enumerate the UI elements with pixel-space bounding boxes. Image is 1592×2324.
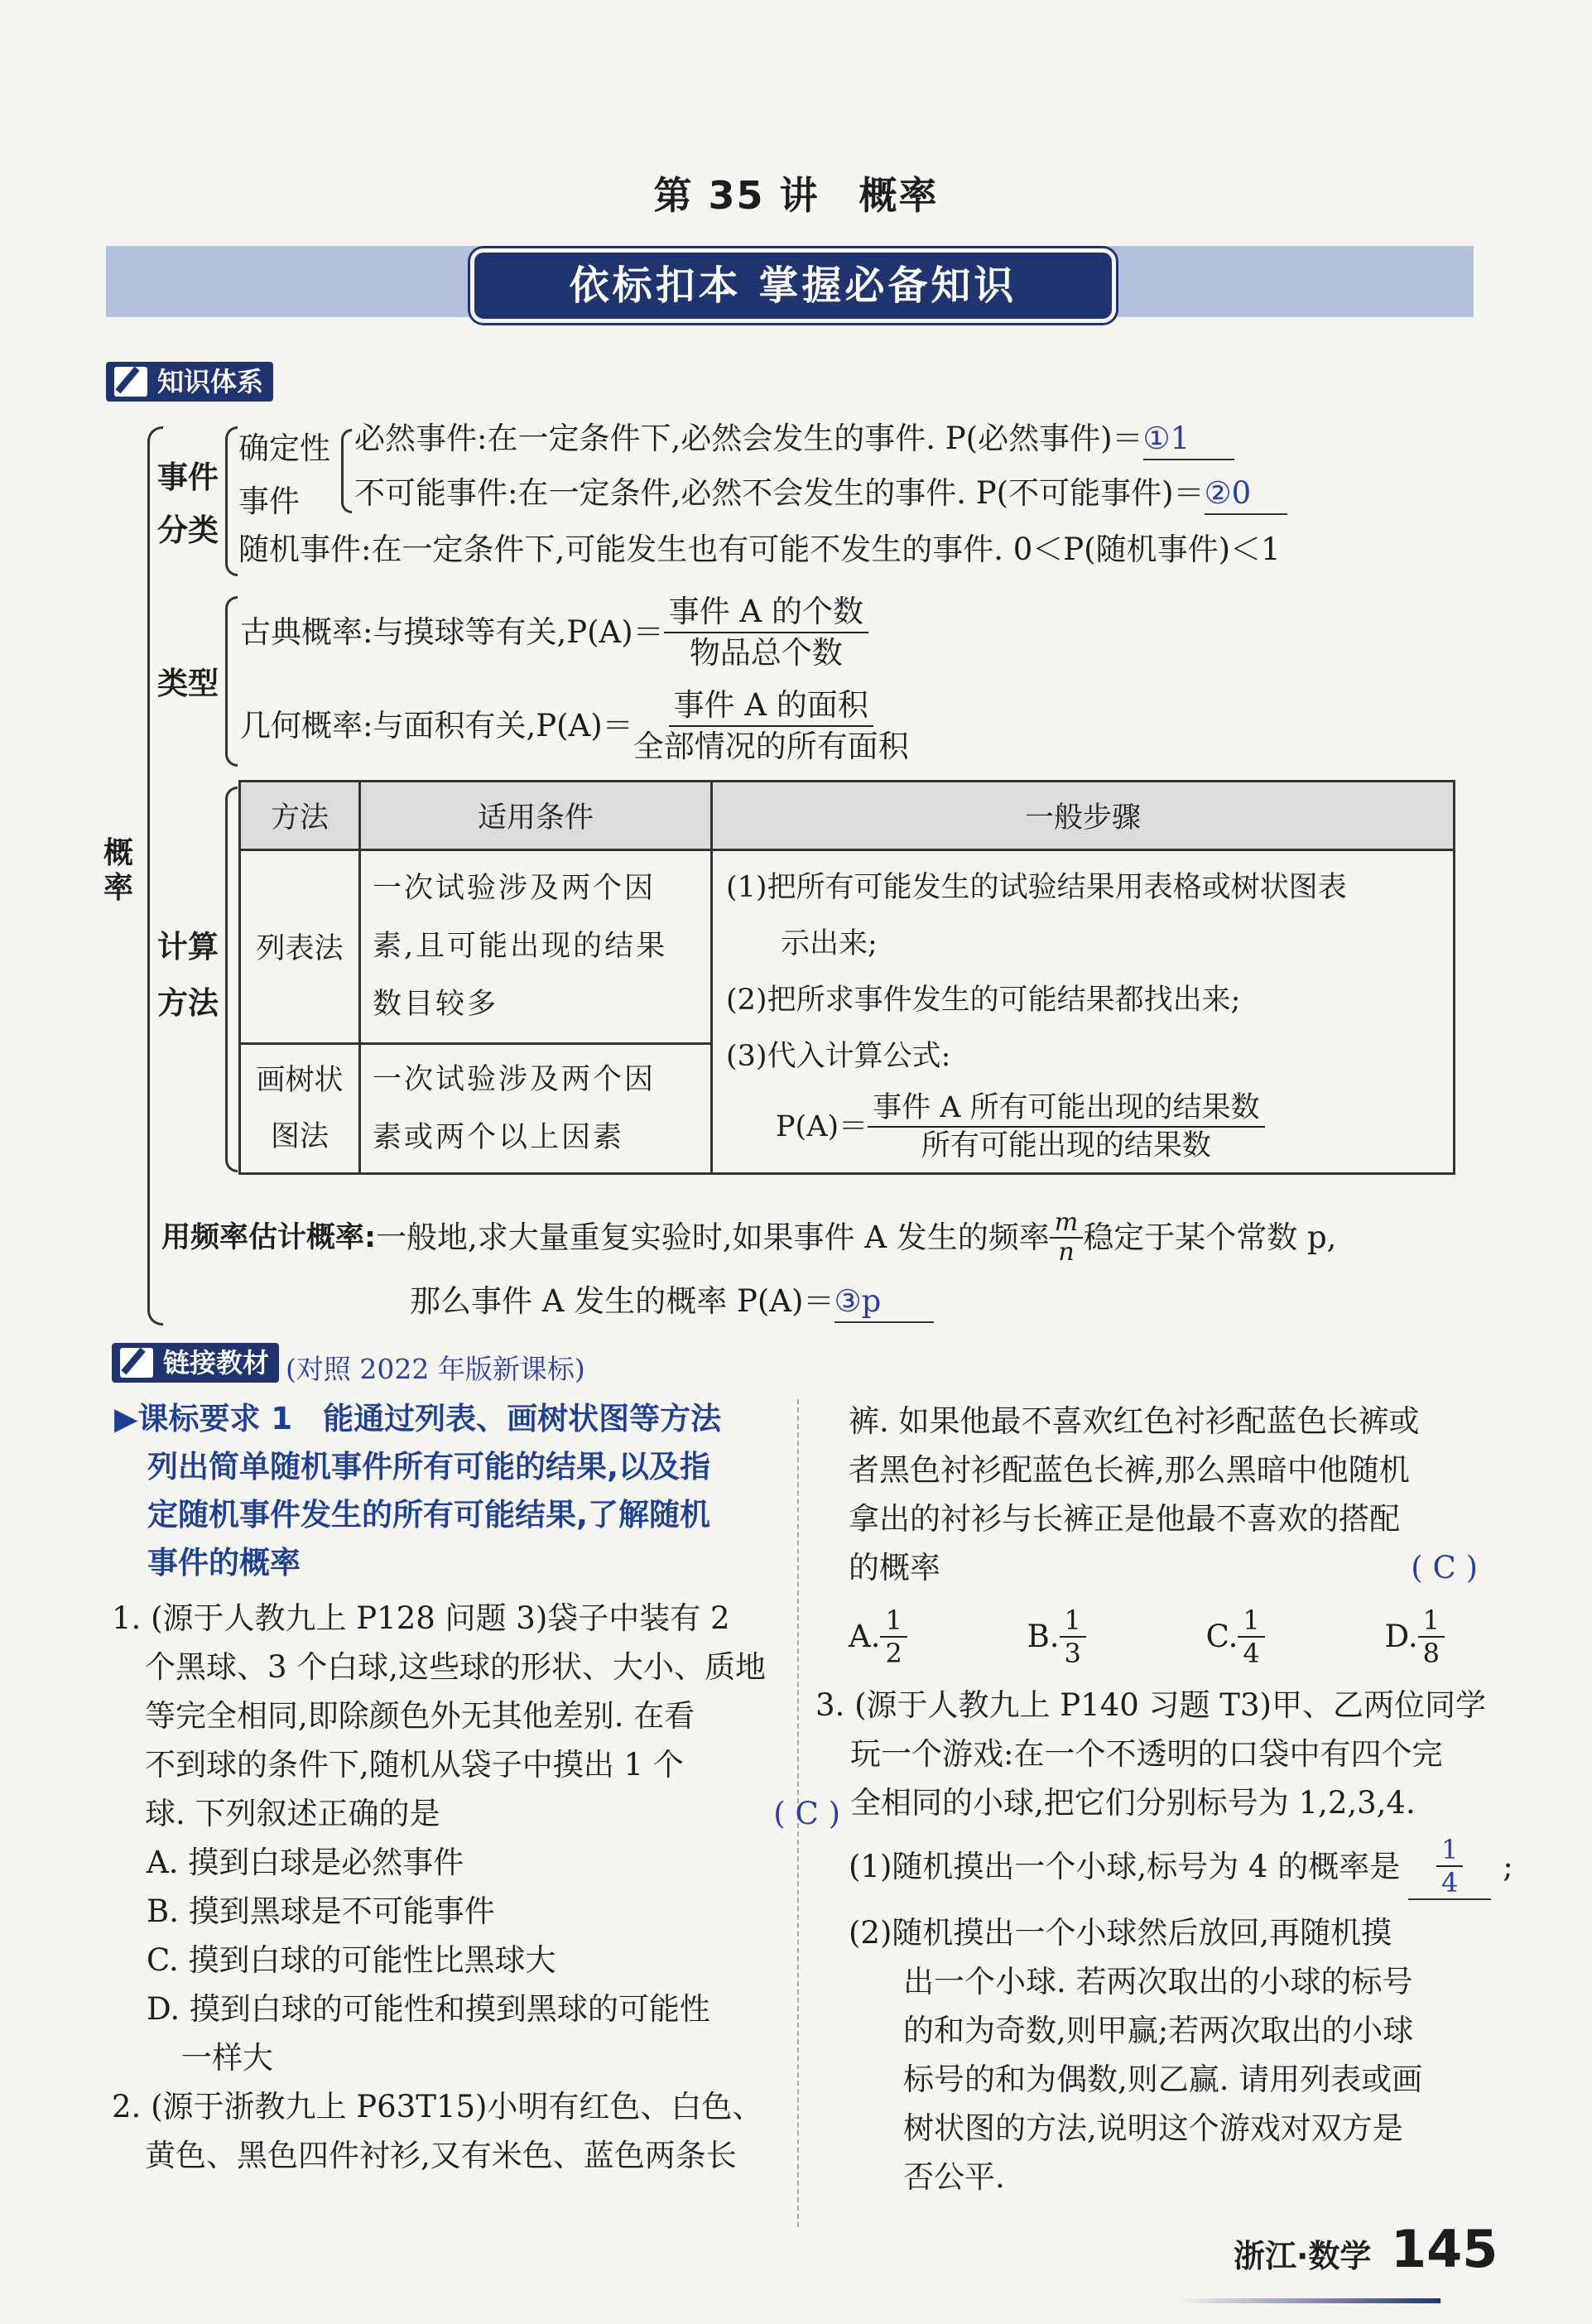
answer-2: ②0 [1205,474,1287,515]
random-event: 随机事件:在一定条件下,可能发生也有可能不发生的事件. 0＜P(随机事件)＜1 [238,532,1281,567]
knowledge-tag: 知识体系 [106,362,273,402]
header-steps: 一般步骤 [712,782,1455,850]
standard-note: (对照 2022 年版新课标) [286,1353,585,1385]
answer-3: ③p [834,1282,934,1323]
page-number: 145 [1391,2219,1498,2279]
requirement: ▶课标要求 1 能通过列表、画树状图等方法 列出简单随机事件所有可能的结果,以及指 定随机事件发生的所有可能结果,了解随机 事件的概率 [114,1401,722,1581]
event-label: 事件 分类 [157,460,219,548]
freq-conclusion: 那么事件 A 发生的概率 P(A)＝③p [410,1282,934,1323]
answer-1: ①1 [1143,419,1234,460]
question-2-cont: 裤. 如果他最不喜欢红色衬衫配蓝色长裤或 者黑色衬衫配蓝色长裤,那么黑暗中他随机 拿出的衬衫与长裤正是他最不喜欢的搭配 的概率 ( C ) [849,1397,1478,1592]
question-3: 3. (源于人教九上 P140 习题 T3)甲、乙两位同学 玩一个游戏:在一个不透明的口袋中有四个完 全相同的小球,把它们分别标号为 1,2,3,4. [815,1687,1486,1821]
link-tag: 链接教材 [112,1343,279,1383]
q1-option-a: A. 摸到白球是必然事件 [147,1845,464,1880]
q2-option-c: C. $\frac{1}{4}$ [1206,1605,1265,1669]
method-tree: 画树状 图法 [240,1043,360,1173]
determinate-bracket [341,429,352,513]
q3-part1: (1)随机摸出一个小球,标号为 4 的概率是 $\frac{1}{4}$ ; [849,1834,1513,1898]
header-condition: 适用条件 [360,782,712,850]
main-bracket [147,426,163,1326]
calc-label: 计算 方法 [157,929,219,1021]
freq-estimate: 用频率估计概率: 一般地,求大量重复实验时,如果事件 A 发生的频率 $\frac{m}{n}$ 稳定于某个常数 p, [161,1208,1337,1267]
classical-prob: 古典概率:与摸球等有关,P(A)＝ $\frac{\text{事件 A 的个数}}{\text{物品总个数}}$ [240,592,868,673]
condition-tree: 一次试验涉及两个因 素或两个以上因素 [360,1043,712,1173]
condition-list: 一次试验涉及两个因 素,且可能出现的结果 数目较多 [360,850,712,1044]
q2-options [849,1605,1478,1669]
event-bracket [225,426,238,576]
q1-option-c: C. 摸到白球的可能性比黑球大 [147,1942,556,1978]
determinate-label: 确定性 事件 [238,431,330,519]
geometric-prob: 几何概率:与面积有关,P(A)＝ $\frac{\text{事件 A 的面积}}{\text{全部情况的所有面积}}$ [240,686,909,767]
q3-part2: (2)随机摸出一个小球然后放回,再随机摸 出一个小球. 若两次取出的小球的标号 的和为奇数,则甲赢;若两次取出的小球 标号的和为偶数,则乙赢. 请用列表或画 树状图的方法,说明这个游戏对双方是 否公平. [849,1915,1423,2195]
types-bracket [225,596,238,767]
answer-q1: ( C ) [773,1796,840,1831]
section-banner: 依标扣本 掌握必备知识 [470,248,1116,323]
pencil-icon [120,1348,153,1378]
q1-option-b: B. 摸到黑球是不可能事件 [147,1893,495,1929]
impossible-event: 不可能事件:在一定条件,必然不会发生的事件. P(不可能事件)＝②0 [354,474,1287,515]
question-2: 2. (源于浙教九上 P63T15)小明有红色、白色、 黄色、黑色四件衬衫,又有米色、蓝色两条长 [112,2089,763,2173]
geometric-fraction: $\frac{\text{事件 A 的面积}}{\text{全部情况的所有面积}}$ [632,687,909,764]
q2-option-b: B. $\frac{1}{3}$ [1027,1605,1086,1669]
answer-q3-1: $\frac{1}{4}$ [1408,1834,1491,1900]
q2-option-a: A. $\frac{1}{2}$ [849,1605,907,1669]
page-title: 第 35 讲 概率 [653,173,939,218]
certain-event: 必然事件:在一定条件下,必然会发生的事件. P(必然事件)＝①1 [354,419,1234,460]
q2-option-d: D. $\frac{1}{8}$ [1385,1605,1445,1669]
calc-bracket [225,787,238,1172]
footer-region: 浙江·数学 [1234,2238,1372,2274]
step-formula: P(A)＝ $\frac{\text{事件 A 所有可能出现的结果数}}{\text{所有可能出现的结果数}}$ [726,1090,1440,1164]
question-1: 1. (源于人教九上 P128 问题 3)袋子中装有 2 个黑球、3 个白球,这些球的形状、大小、质地 等完全相同,即除颜色外无其他差别. 在看 不到球的条件下,随机从袋子中摸出 1 个 球. 下列叙述正确的是 ( C ) A. 摸到白球是必然事件 B. 摸到黑球是不可能事件 C. 摸到白球的可能性比黑球大 D. 摸到白球的可能性和摸到黑球的可能性 一样大 [112,1600,840,2076]
q1-option-d: D. 摸到白球的可能性和摸到黑球的可能性 [147,1991,710,2027]
pencil-icon [114,367,147,397]
types-label: 类型 [157,666,219,701]
footer-line [1176,2298,1440,2303]
method-list: 列表法 [240,850,360,1044]
general-steps: (1)把所有可能发生的试验结果用表格或树状图表 示出来; (2)把所求事件发生的可能结果都找出来; (3)代入计算公式: P(A)＝ $\frac{\text{事件 A 所有可能出现的结果数}}{\text{所有可能出现的结果数}}$ [712,850,1455,1174]
method-table [238,780,1455,1175]
root-label: 概率 [103,836,134,905]
classical-fraction: $\frac{\text{事件 A 的个数}}{\text{物品总个数}}$ [664,592,868,673]
header-method: 方法 [240,782,360,850]
answer-q2: ( C ) [1411,1550,1478,1585]
